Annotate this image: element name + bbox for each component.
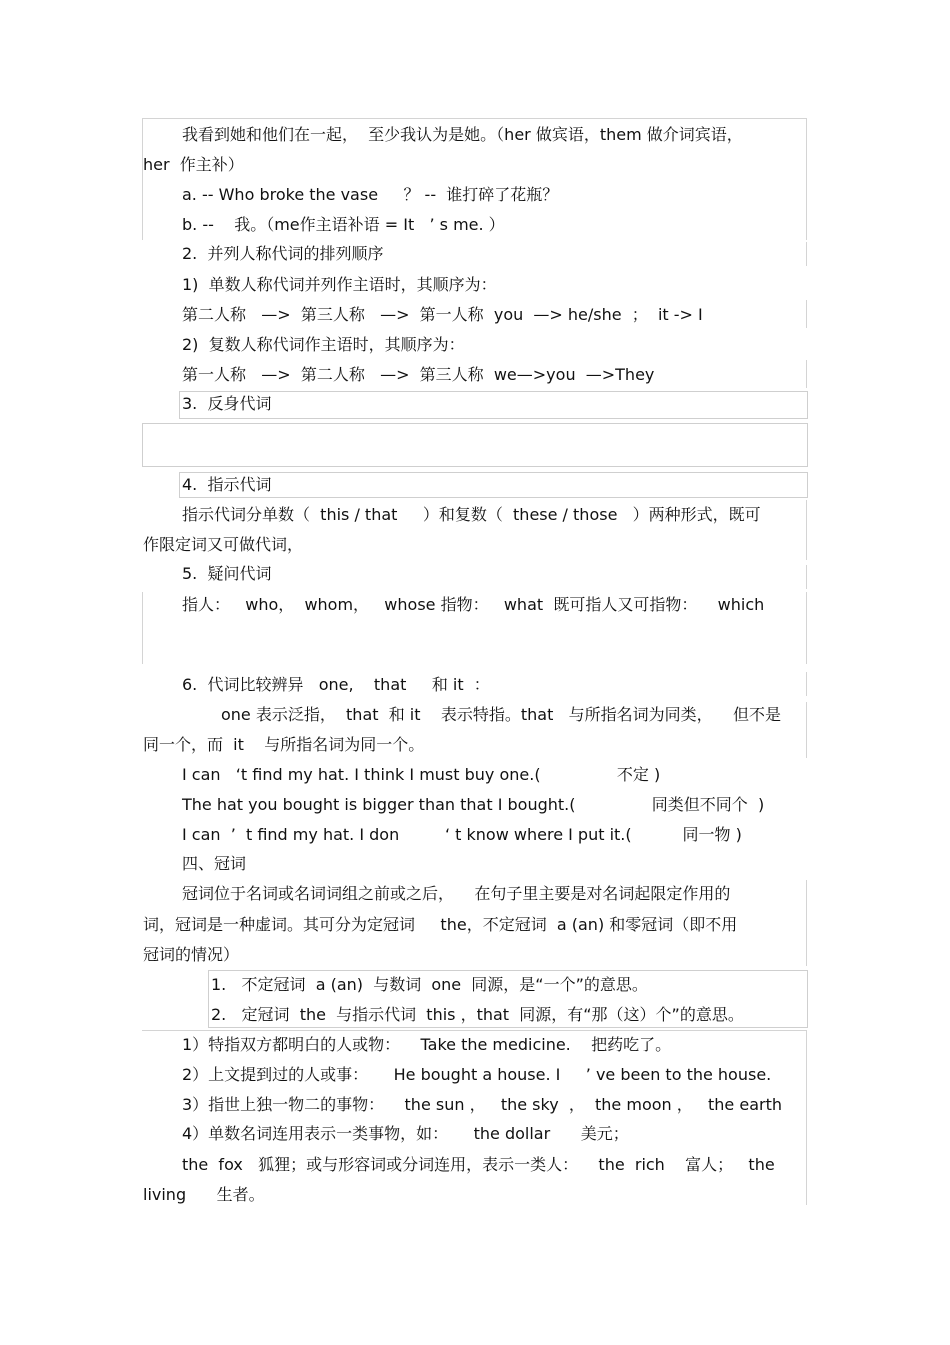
section-heading: 5. 疑问代词 xyxy=(182,564,272,583)
frame-box xyxy=(142,423,808,467)
text-line: 2) 复数人称代词作主语时，其顺序为： xyxy=(182,335,465,354)
text-line: the fox 狐狸；或与形容词或分词连用，表示一类人： the rich 富人； the xyxy=(182,1155,775,1174)
frame-line xyxy=(806,118,807,240)
frame-line xyxy=(806,565,807,589)
frame-line xyxy=(806,592,807,664)
frame-line xyxy=(142,1030,807,1031)
text-line: 1. 不定冠词 a (an) 与数词 one 同源，是“一个”的意思。 xyxy=(211,975,648,994)
section-heading: 6. 代词比较辨异 one, that 和 it ： xyxy=(182,675,490,694)
frame-line xyxy=(806,880,807,966)
frame-line xyxy=(806,300,807,328)
text-line: one 表示泛指， that 和 it 表示特指。that 与所指名词为同类， 但不是 xyxy=(221,705,781,724)
text-line: 3）指世上独一物二的事物： the sun ， the sky ， the moon ， the earth xyxy=(182,1095,782,1114)
section-heading: 四、冠词 xyxy=(182,854,247,873)
frame-box xyxy=(179,472,808,498)
text-line: 2. 定冠词 the 与指示代词 this ，that 同源，有“那（这）个”的意思。 xyxy=(211,1005,744,1024)
frame-line xyxy=(142,592,143,664)
example-line: The hat you bought is bigger than that I bought.( 同类但不同个 ) xyxy=(182,795,765,814)
frame-line xyxy=(806,242,807,266)
section-heading: 2. 并列人称代词的排列顺序 xyxy=(182,244,384,263)
text-line: 1) 单数人称代词并列作主语时，其顺序为： xyxy=(182,275,497,294)
text-line: 2）上文提到过的人或事： He bought a house. I ’ ve been to the house. xyxy=(182,1065,772,1084)
text-line: 冠词位于名词或名词词组之前或之后， 在句子里主要是对名词起限定作用的 xyxy=(182,884,731,903)
text-line: 第一人称 —> 第二人称 —> 第三人称 we—>you —>They xyxy=(182,365,655,384)
frame-box xyxy=(179,391,808,419)
text-line: 我看到她和他们在一起， 至少我认为是她。（her 做宾语，them 做介词宾语， xyxy=(182,125,743,144)
text-line: 第二人称 —> 第三人称 —> 第一人称 you —> he/she ； it -> I xyxy=(182,305,703,324)
frame-line xyxy=(806,672,807,696)
text-line: 指示代词分单数（ this / that ）和复数（ these / those ）两种形式，既可 xyxy=(182,505,761,524)
text-line: 冠词的情况） xyxy=(143,945,240,964)
text-line: 指人： who， whom， whose 指物： what 既可指人又可指物： which xyxy=(182,595,765,614)
example-line: I can ’ t find my hat. I don ‘ t know where I put it.( 同一物 ) xyxy=(182,825,742,844)
text-line: b. -- 我。（me作主语补语 = It ’ s me. ） xyxy=(182,215,505,234)
section-heading: 4. 指示代词 xyxy=(182,475,272,494)
text-line: her 作主补） xyxy=(143,155,244,174)
text-line: 同一个，而 it 与所指名词为同一个。 xyxy=(143,735,425,754)
frame-line xyxy=(806,360,807,388)
text-line: a. -- Who broke the vase ？ -- 谁打碎了花瓶？ xyxy=(182,185,559,204)
frame-line xyxy=(142,118,807,119)
frame-line xyxy=(806,500,807,560)
text-line: 词，冠词是一种虚词。其可分为定冠词 the，不定冠词 a (an) 和零冠词（即不用 xyxy=(143,915,738,934)
example-line: I can ‘t find my hat. I think I must buy one.( 不定 ) xyxy=(182,765,661,784)
text-line: 1）特指双方都明白的人或物： Take the medicine. 把药吃了。 xyxy=(182,1035,672,1054)
section-heading: 3. 反身代词 xyxy=(182,394,272,413)
text-line: living 生者。 xyxy=(143,1185,265,1204)
frame-line xyxy=(806,1030,807,1205)
text-line: 作限定词又可做代词， xyxy=(143,535,304,554)
frame-line xyxy=(142,118,143,240)
text-line: 4）单数名词连用表示一类事物，如： the dollar 美元； xyxy=(182,1124,629,1143)
frame-line xyxy=(806,702,807,758)
